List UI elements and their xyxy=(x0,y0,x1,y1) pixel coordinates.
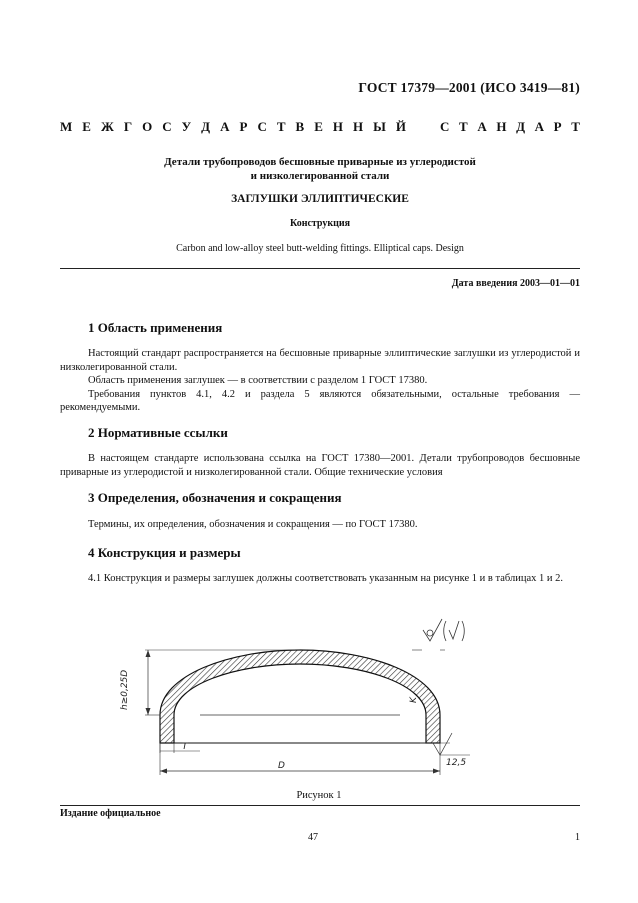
surface-finish-symbol-icon xyxy=(423,619,464,641)
banner-word-standard xyxy=(440,119,580,135)
paragraph: В настоящем стандарте использована ссылка на ГОСТ 17380—2001. Детали трубопроводов бесшовные приварные из углеродистой и низколегированной стали. Общие технические условия xyxy=(60,453,580,478)
section-1-body xyxy=(60,347,580,415)
banner-letter: Е xyxy=(314,119,323,134)
cap-wall-section xyxy=(160,650,440,743)
banner-letter: Д xyxy=(201,119,211,134)
figure-elliptical-cap xyxy=(100,615,500,785)
english-title: Carbon and low-alloy steel butt-welding fittings. Elliptical caps. Design xyxy=(176,243,464,254)
banner-letter: Р xyxy=(553,119,562,134)
banner-letter: Ы xyxy=(373,119,386,134)
title-line-1: Детали трубопроводов бесшовные приварные из углеродистой xyxy=(164,156,476,168)
banner-letter: А xyxy=(477,119,487,134)
figure-caption: Рисунок 1 xyxy=(296,790,342,801)
banner-letter: Н xyxy=(332,119,343,134)
arrow xyxy=(433,769,440,774)
banner-letter: Г xyxy=(123,119,133,134)
section-4-body xyxy=(60,572,580,586)
banner-letter: У xyxy=(181,119,192,134)
arrow xyxy=(146,650,151,657)
page-number-right: 1 xyxy=(575,832,580,843)
banner-letter: А xyxy=(534,119,545,134)
banner-letter: Т xyxy=(459,119,468,134)
label-k: K xyxy=(409,697,419,703)
banner-letter: Ж xyxy=(100,119,114,134)
banner-letter: Й xyxy=(395,119,406,134)
banner-letter: А xyxy=(220,119,230,134)
section-3-body xyxy=(60,518,580,532)
banner-letter: С xyxy=(162,119,172,134)
banner-word-interstate xyxy=(60,119,406,135)
arrow xyxy=(160,769,167,774)
label-d: D xyxy=(278,761,285,771)
paragraph: Настоящий стандарт распространяется на бесшовные приварные эллиптические заглушки из углеродистой и низколегированной стали. xyxy=(60,348,580,373)
banner-letter: С xyxy=(440,119,450,134)
document-title xyxy=(60,155,580,183)
banner-letter: Н xyxy=(496,119,507,134)
section-1-heading: 1 Область применения xyxy=(88,320,223,335)
paragraph: Требования пунктов 4.1, 4.2 и раздела 5 являются обязательными, остальные требования — рекомендуемыми. xyxy=(60,388,580,413)
label-roughness: 12,5 xyxy=(446,758,467,768)
banner-letter: М xyxy=(60,119,73,134)
paragraph: Область применения заглушек — в соответствии с разделом 1 ГОСТ 17380. xyxy=(88,375,428,386)
banner-letter: Н xyxy=(352,119,364,134)
banner-letter: Д xyxy=(516,119,526,134)
document-code: ГОСТ 17379—2001 (ИСО 3419—81) xyxy=(358,80,580,95)
banner-letter: О xyxy=(142,119,153,134)
banner-letter: В xyxy=(295,119,305,134)
banner-letter: Р xyxy=(239,119,248,134)
section-2-heading: 2 Нормативные ссылки xyxy=(88,425,228,440)
label-h: h≥0,25D xyxy=(120,669,130,710)
standard-banner xyxy=(60,119,580,135)
main-title: ЗАГЛУШКИ ЭЛЛИПТИЧЕСКИЕ xyxy=(231,193,409,205)
section-4-heading: 4 Конструкция и размеры xyxy=(88,545,241,560)
title-line-2: и низколегированной стали xyxy=(250,170,390,182)
banner-letter: Т xyxy=(571,119,580,134)
divider xyxy=(60,268,580,269)
paragraph: Термины, их определения, обозначения и сокращения — по ГОСТ 17380. xyxy=(88,519,418,530)
arrow xyxy=(146,708,151,715)
section-2-body xyxy=(60,452,580,479)
edition-note: Издание официальное xyxy=(60,808,161,819)
page-number-center: 47 xyxy=(308,832,318,843)
banner-letter: С xyxy=(257,119,267,134)
subtitle: Конструкция xyxy=(289,218,351,229)
banner-letter: Т xyxy=(276,119,286,134)
label-t: T xyxy=(182,742,188,752)
paragraph: 4.1 Конструкция и размеры заглушек должны соответствовать указанным на рисунке 1 и в таблицах 1 и 2. xyxy=(88,573,563,584)
banner-letter: Е xyxy=(82,119,91,134)
introduction-date: Дата введения 2003—01—01 xyxy=(451,278,580,289)
footer-divider xyxy=(60,805,580,806)
section-3-heading: 3 Определения, обозначения и сокращения xyxy=(88,490,342,505)
